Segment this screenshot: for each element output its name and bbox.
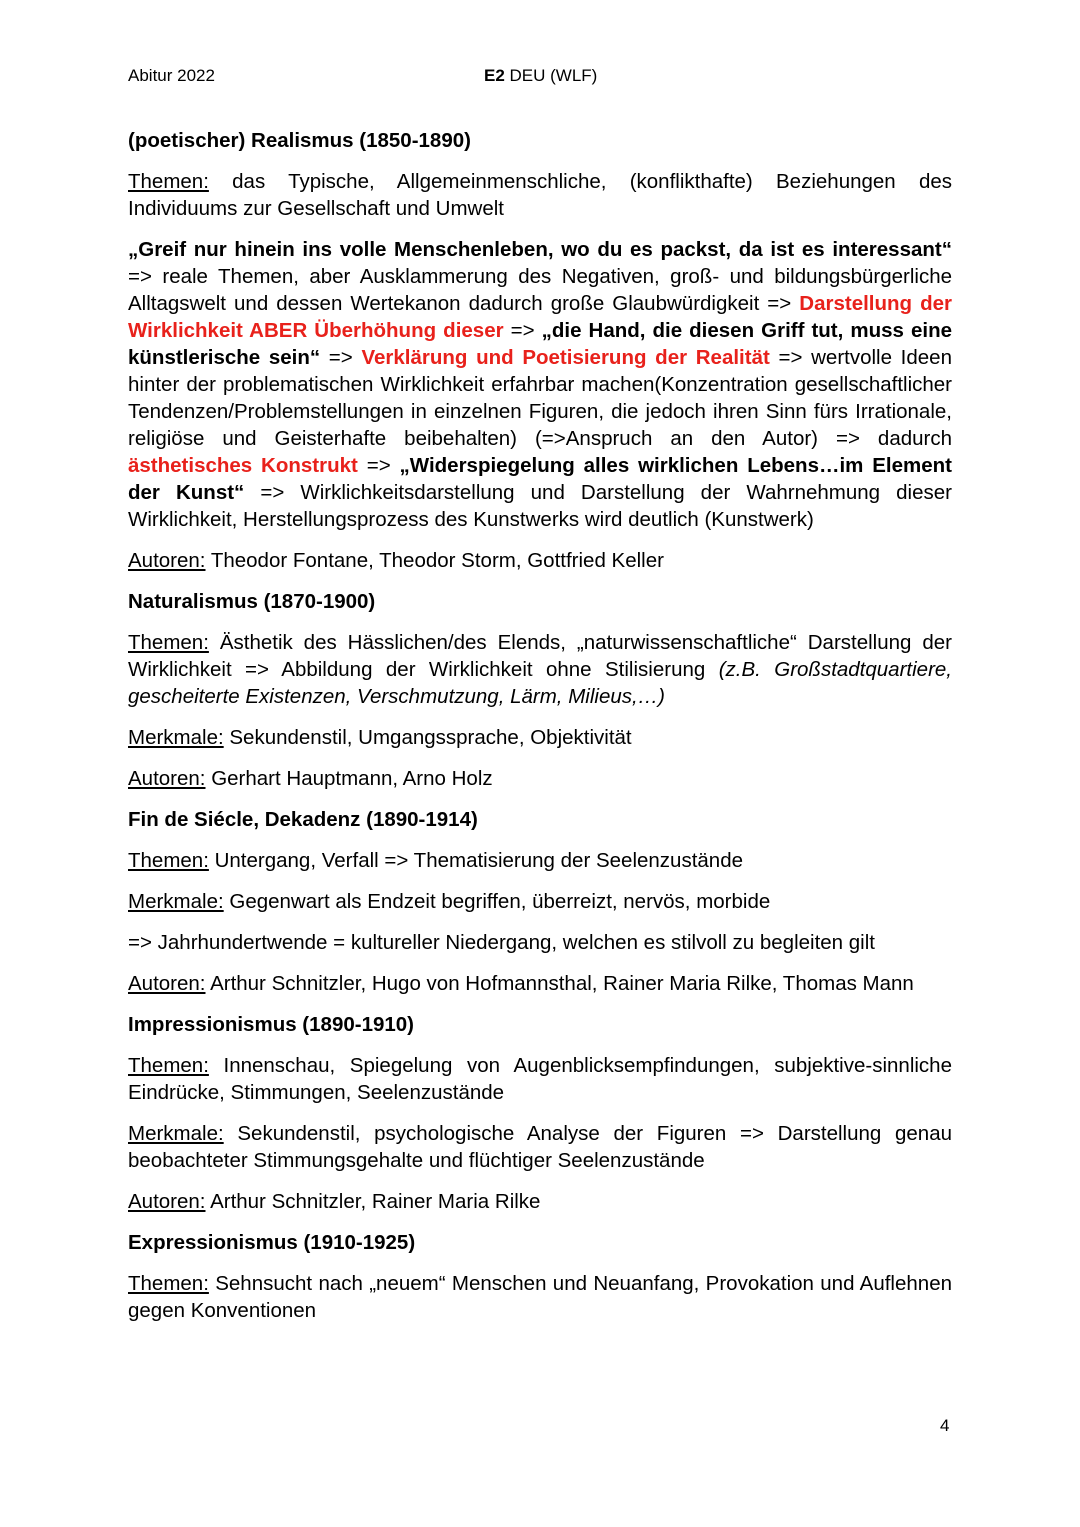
section-heading-impressionismus: Impressionismus (1890-1910) [128, 1013, 414, 1036]
autoren-label: Autoren: [128, 549, 206, 572]
themen-label: Themen: [128, 1054, 209, 1077]
highlight-3: ästhetisches Konstrukt [128, 454, 358, 477]
merkmale-label: Merkmale: [128, 726, 224, 749]
quote-2: „die Hand, die diesen Griff tut, muss eine künstlerische sein“ [128, 319, 952, 369]
quote-3: „Widerspiegelung alles wirklichen Lebens…im Element der Kunst“ [128, 454, 953, 504]
autoren-text: Arthur Schnitzler, Hugo von Hofmannsthal, Rainer Maria Rilke, Thomas Mann [205, 972, 914, 995]
finde-note: => Jahrhundertwende = kultureller Niedergang, welchen es stilvoll zu begleiten gilt [128, 931, 875, 954]
naturalismus-merkmale [128, 724, 952, 751]
text-s8: => wertvolle Ideen hinter der problematischen Wirklichkeit erfahrbar machen(Konzentration gesellschaftlicher Tendenzen/Problemstellungen in einzelnen Figuren, die jedoch ihren Sinn fürs Irrationale, religiöse und Geisterhafte beibehalten) (=>Anspruch an den Autor) => dadurch [128, 346, 952, 450]
text-s2: => reale Themen, aber Ausklammerung des Negativen, groß- und bildungsbürgerliche Alltagswelt und dessen Wertekanon dadurch große Glaubwürdigkeit => [128, 265, 952, 315]
themen-label: Themen: [128, 631, 209, 654]
themen-label: Themen: [128, 170, 209, 193]
merkmale-text: Gegenwart als Endzeit begriffen, überreizt, nervös, morbide [223, 890, 771, 913]
section-heading-naturalismus: Naturalismus (1870-1900) [128, 590, 376, 613]
impressionismus-autoren [128, 1188, 952, 1215]
section-heading-expressionismus: Expressionismus (1910-1925) [128, 1231, 416, 1254]
merkmale-label: Merkmale: [128, 890, 224, 913]
autoren-label: Autoren: [128, 767, 206, 790]
header-center-rest: DEU (WLF) [504, 66, 598, 85]
text-s4: => [503, 319, 542, 342]
impressionismus-themen [128, 1052, 952, 1106]
merkmale-label: Merkmale: [128, 1122, 224, 1145]
themen-text: Ästhetik des Hässlichen/des Elends, „naturwissenschaftliche“ Darstellung der Wirklichkeit => Abbildung der Wirklichkeit ohne Stilisierung [128, 631, 952, 681]
page-number: 4 [940, 1416, 950, 1435]
autoren-label: Autoren: [128, 972, 206, 995]
themen-label: Themen: [128, 849, 209, 872]
realismus-themen [128, 168, 952, 222]
finde-themen [128, 847, 952, 874]
realismus-autoren [128, 547, 952, 574]
autoren-text: Gerhart Hauptmann, Arno Holz [205, 767, 493, 790]
highlight-1: Darstellung der Wirklichkeit ABER Überhöhung dieser [128, 292, 952, 342]
themen-text: Innenschau, Spiegelung von Augenblicksempfindungen, subjektive-sinnliche Eindrücke, Stimmungen, Seelenzustände [128, 1054, 952, 1104]
merkmale-text: Sekundenstil, psychologische Analyse der Figuren => Darstellung genau beobachteter Stimmungsgehalte und flüchtiger Seelenzustände [128, 1122, 952, 1172]
quote-1: „Greif nur hinein ins volle Menschenleben, wo du es packst, da ist es interessant“ [128, 238, 952, 261]
themen-text: Untergang, Verfall => Thematisierung der Seelenzustände [208, 849, 744, 872]
themen-text: Sehnsucht nach „neuem“ Menschen und Neuanfang, Provokation und Auflehnen gegen Konventionen [128, 1272, 952, 1322]
text-s6: => [320, 346, 362, 369]
header-center-bold: E2 [484, 66, 505, 85]
document-body [128, 127, 952, 1338]
naturalismus-themen [128, 629, 952, 710]
header-center [484, 66, 597, 86]
section-heading-fin-de-siecle: Fin de Siécle, Dekadenz (1890-1914) [128, 808, 478, 831]
themen-italic: (z.B. Großstadtquartiere, gescheiterte Existenzen, Verschmutzung, Lärm, Milieus,…) [128, 658, 952, 708]
finde-merkmale [128, 888, 952, 915]
naturalismus-autoren [128, 765, 952, 792]
themen-label: Themen: [128, 1272, 209, 1295]
expressionismus-themen [128, 1270, 952, 1324]
autoren-text: Arthur Schnitzler, Rainer Maria Rilke [205, 1190, 541, 1213]
autoren-text: Theodor Fontane, Theodor Storm, Gottfried Keller [205, 549, 664, 572]
text-s12: => Wirklichkeitsdarstellung und Darstellung der Wahrnehmung dieser Wirklichkeit, Herstellungsprozess des Kunstwerks wird deutlich (Kunstwerk) [128, 481, 952, 531]
text-s10: => [357, 454, 400, 477]
themen-text: das Typische, Allgemeinmenschliche, (konflikthafte) Beziehungen des Individuums zur Gesellschaft und Umwelt [128, 170, 952, 220]
autoren-label: Autoren: [128, 1190, 206, 1213]
realismus-description [128, 236, 952, 533]
impressionismus-merkmale [128, 1120, 952, 1174]
section-heading-realismus: (poetischer) Realismus (1850-1890) [128, 129, 471, 152]
highlight-2: Verklärung und Poetisierung der Realität [361, 346, 770, 369]
header-left: Abitur 2022 [128, 66, 215, 85]
finde-autoren [128, 970, 952, 997]
merkmale-text: Sekundenstil, Umgangssprache, Objektivität [223, 726, 632, 749]
